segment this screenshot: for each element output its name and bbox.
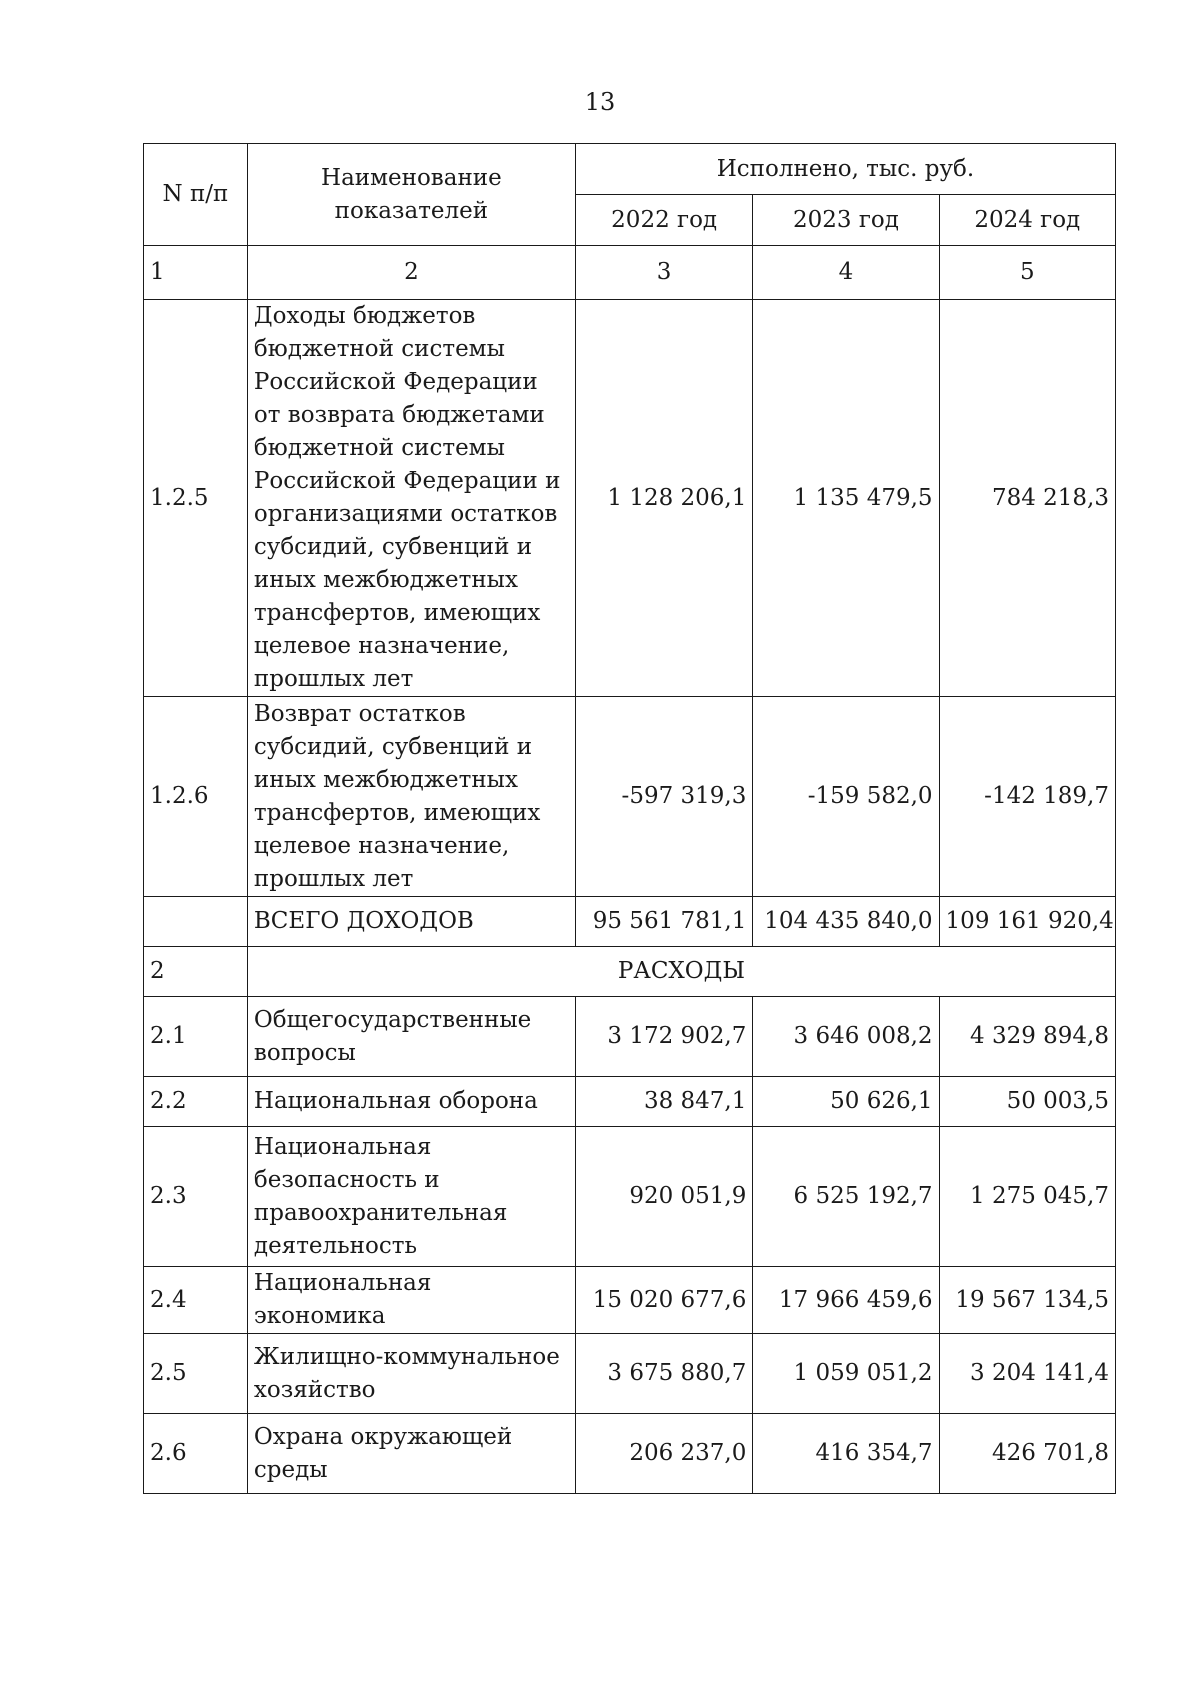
row-name: Возврат остатков субсидий, субвенций и иных межбюджетных трансфертов, имеющих целевое назначение, прошлых лет [247,697,575,897]
value-2022: 38 847,1 [575,1077,753,1127]
row-number [144,897,248,947]
header-executed: Исполнено, тыс. руб. [575,144,1115,195]
header-row-1 [144,144,1116,195]
value-2024: -142 189,7 [939,697,1115,897]
table-row [144,697,1116,897]
total-income-row [144,897,1116,947]
value-2023: 416 354,7 [753,1414,939,1494]
value-2022: 1 128 206,1 [575,300,753,697]
table-row [144,1334,1116,1414]
row-number: 2.4 [144,1267,248,1334]
value-2024: 109 161 920,4 [939,897,1115,947]
value-2022: 3 675 880,7 [575,1334,753,1414]
section-row [144,947,1116,997]
table-row [144,1267,1116,1334]
value-2024: 19 567 134,5 [939,1267,1115,1334]
row-name: Национальная экономика [247,1267,575,1334]
row-name: Национальная оборона [247,1077,575,1127]
index-cell: 1 [144,246,248,300]
value-2023: 6 525 192,7 [753,1127,939,1267]
header-name: Наименование показателей [247,144,575,246]
budget-table [143,143,1116,1494]
row-name: Национальная безопасность и правоохранительная деятельность [247,1127,575,1267]
section-title: РАСХОДЫ [247,947,1115,997]
value-2024: 1 275 045,7 [939,1127,1115,1267]
value-2023: -159 582,0 [753,697,939,897]
table-row [144,1077,1116,1127]
index-cell: 5 [939,246,1115,300]
value-2023: 17 966 459,6 [753,1267,939,1334]
index-cell: 4 [753,246,939,300]
page-number: 13 [584,88,616,116]
value-2024: 784 218,3 [939,300,1115,697]
row-number: 2.5 [144,1334,248,1414]
value-2022: 15 020 677,6 [575,1267,753,1334]
value-2022: 920 051,9 [575,1127,753,1267]
row-number: 2.2 [144,1077,248,1127]
value-2023: 1 059 051,2 [753,1334,939,1414]
value-2023: 104 435 840,0 [753,897,939,947]
value-2022: 95 561 781,1 [575,897,753,947]
table-row [144,1127,1116,1267]
row-name: ВСЕГО ДОХОДОВ [247,897,575,947]
header-year: 2022 год [575,195,753,246]
header-year: 2024 год [939,195,1115,246]
table-row [144,1414,1116,1494]
index-cell: 2 [247,246,575,300]
value-2023: 50 626,1 [753,1077,939,1127]
table-row [144,997,1116,1077]
row-number: 1.2.6 [144,697,248,897]
value-2022: -597 319,3 [575,697,753,897]
value-2022: 3 172 902,7 [575,997,753,1077]
value-2023: 1 135 479,5 [753,300,939,697]
index-row [144,246,1116,300]
row-name: Доходы бюджетов бюджетной системы Российской Федерации от возврата бюджетами бюджетной системы Российской Федерации и организациями остатков субсидий, субвенций и иных межбюджетных трансфертов, имеющих целевое назначение, прошлых лет [247,300,575,697]
header-year: 2023 год [753,195,939,246]
row-name: Охрана окружающей среды [247,1414,575,1494]
row-name: Общегосударственные вопросы [247,997,575,1077]
index-cell: 3 [575,246,753,300]
value-2022: 206 237,0 [575,1414,753,1494]
row-number: 2.1 [144,997,248,1077]
row-name: Жилищно-коммунальное хозяйство [247,1334,575,1414]
value-2024: 4 329 894,8 [939,997,1115,1077]
row-number: 2.6 [144,1414,248,1494]
value-2024: 3 204 141,4 [939,1334,1115,1414]
header-num: N п/п [144,144,248,246]
value-2023: 3 646 008,2 [753,997,939,1077]
table-row [144,300,1116,697]
value-2024: 426 701,8 [939,1414,1115,1494]
row-number: 1.2.5 [144,300,248,697]
section-number: 2 [144,947,248,997]
row-number: 2.3 [144,1127,248,1267]
value-2024: 50 003,5 [939,1077,1115,1127]
